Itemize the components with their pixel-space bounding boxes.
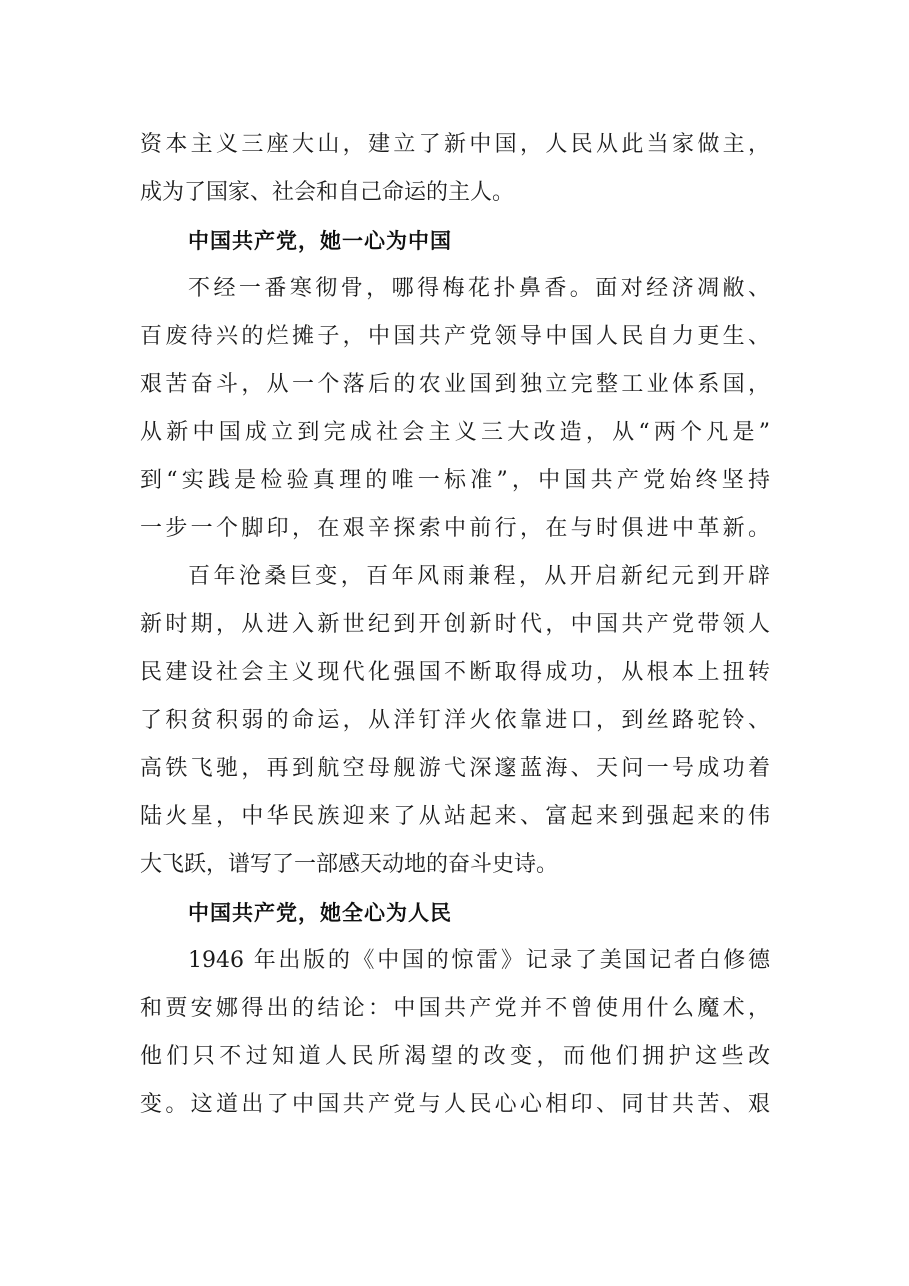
- section1-para1-line-2: 百废待兴的烂摊子，中国共产党领导中国人民自力更生、: [140, 324, 770, 349]
- section1-heading: 中国共产党，她一心为中国: [188, 229, 452, 253]
- section1-para2-line-1: 百年沧桑巨变，百年风雨兼程，从开启新纪元到开辟: [188, 564, 770, 589]
- section2-heading: 中国共产党，她全心为人民: [188, 901, 452, 925]
- section2-para1-line-2: 和贾安娜得出的结论：中国共产党并不曾使用什么魔术，: [140, 996, 770, 1021]
- section2-para1-line-3: 他们只不过知道人民所渴望的改变，而他们拥护这些改: [140, 1044, 770, 1069]
- section1-para2-line-5: 高铁飞驰，再到航空母舰游弋深邃蓝海、天问一号成功着: [140, 756, 770, 781]
- section2-para1-line-4: 变。这道出了中国共产党与人民心心相印、同甘共苦、艰: [140, 1092, 770, 1117]
- section1-para1-line-4: 从新中国成立到完成社会主义三大改造，从“两个凡是”: [140, 420, 770, 445]
- intro-line-2: 成为了国家、社会和自己命运的主人。: [140, 180, 515, 205]
- section1-para1-line-3: 艰苦奋斗，从一个落后的农业国到独立完整工业体系国，: [140, 372, 770, 397]
- section1-para1-line-1: 不经一番寒彻骨，哪得梅花扑鼻香。面对经济凋敝、: [188, 276, 770, 301]
- section1-para2-line-2: 新时期，从进入新世纪到开创新时代，中国共产党带领人: [140, 612, 770, 637]
- section1-para2-line-6: 陆火星，中华民族迎来了从站起来、富起来到强起来的伟: [140, 804, 770, 829]
- section1-para1-line-6: 一步一个脚印，在艰辛探索中前行，在与时俱进中革新。: [140, 516, 770, 541]
- intro-line-1: 资本主义三座大山，建立了新中国，人民从此当家做主，: [140, 132, 770, 157]
- section2-para1-line-1: 1946 年出版的《中国的惊雷》记录了美国记者白修德: [188, 948, 770, 973]
- section1-para2-line-4: 了积贫积弱的命运，从洋钉洋火依靠进口，到丝路驼铃、: [140, 708, 770, 733]
- document-body: [140, 121, 770, 1129]
- section1-para2-line-3: 民建设社会主义现代化强国不断取得成功，从根本上扭转: [140, 660, 770, 685]
- section1-para1-line-5: 到“实践是检验真理的唯一标准”，中国共产党始终坚持: [140, 468, 770, 493]
- section1-para2-line-7: 大飞跃，谱写了一部感天动地的奋斗史诗。: [140, 852, 559, 877]
